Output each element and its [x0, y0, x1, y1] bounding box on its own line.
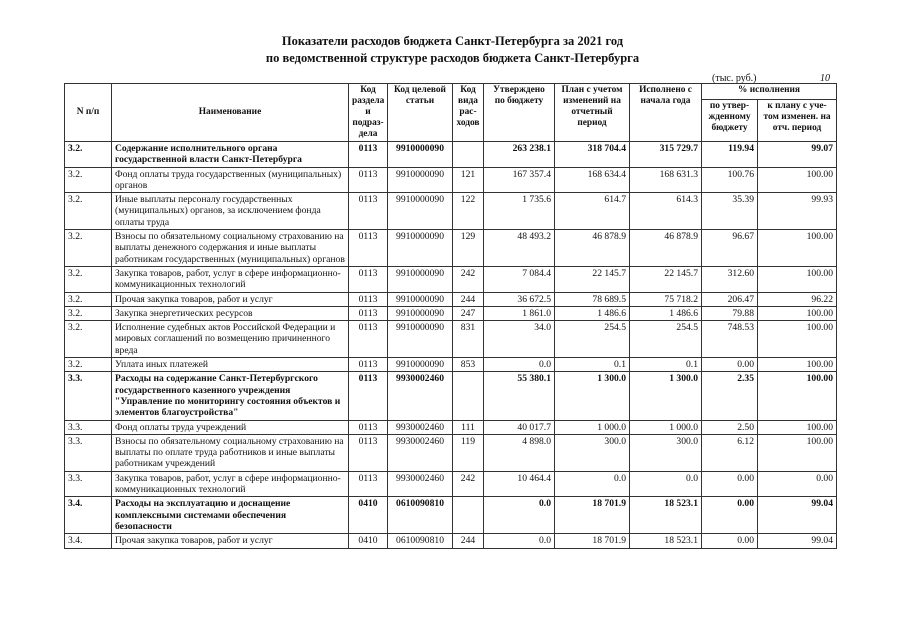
row-done: 46 878.9: [630, 230, 702, 267]
row-number: 3.2.: [65, 358, 112, 372]
row-plan: 318 704.4: [555, 142, 630, 168]
row-done: 22 145.7: [630, 266, 702, 292]
row-pct-plan: 100.00: [758, 266, 837, 292]
row-section-code: 0113: [349, 372, 388, 420]
title-line-1: Показатели расходов бюджета Санкт-Петербурга за 2021 год: [281, 34, 624, 48]
row-pct-plan: 99.04: [758, 497, 837, 534]
row-pct-plan: 96.22: [758, 292, 837, 306]
row-pct-approved: 312.60: [702, 266, 758, 292]
row-name: Взносы по обязательному социальному страхованию на выплаты по оплате труда работников и иные выплаты работникам учреждений: [112, 434, 349, 471]
row-approved: 167 357.4: [484, 167, 555, 193]
row-done: 18 523.1: [630, 534, 702, 548]
row-done: 315 729.7: [630, 142, 702, 168]
row-article-code: 9910000090: [388, 321, 453, 358]
row-done: 0.0: [630, 471, 702, 497]
row-article-code: 0610090810: [388, 534, 453, 548]
row-pct-approved: 0.00: [702, 471, 758, 497]
document-title: [0, 33, 905, 67]
row-type-code: 831: [453, 321, 484, 358]
row-type-code: 119: [453, 434, 484, 471]
header-done: Исполнено с начала года: [630, 84, 702, 142]
row-type-code: 122: [453, 193, 484, 230]
row-done: 614.3: [630, 193, 702, 230]
table-row: [65, 321, 837, 358]
row-approved: 0.0: [484, 358, 555, 372]
row-article-code: 9910000090: [388, 266, 453, 292]
row-article-code: 9910000090: [388, 306, 453, 320]
row-type-code: 242: [453, 266, 484, 292]
row-pct-approved: 206.47: [702, 292, 758, 306]
row-number: 3.3.: [65, 434, 112, 471]
header-approved: Утверждено по бюджету: [484, 84, 555, 142]
row-pct-plan: 100.00: [758, 306, 837, 320]
row-article-code: 9910000090: [388, 142, 453, 168]
row-done: 300.0: [630, 434, 702, 471]
row-section-code: 0113: [349, 358, 388, 372]
row-section-code: 0113: [349, 142, 388, 168]
row-article-code: 9910000090: [388, 230, 453, 267]
row-pct-plan: 100.00: [758, 321, 837, 358]
table-row: [65, 497, 837, 534]
table-body: [65, 142, 837, 549]
row-name: Взносы по обязательному социальному страхованию на выплаты денежного содержания и иные выплаты работникам государственных (муниципальных) органов: [112, 230, 349, 267]
row-number: 3.3.: [65, 420, 112, 434]
row-pct-approved: 0.00: [702, 534, 758, 548]
row-pct-plan: 99.93: [758, 193, 837, 230]
header-percent-group: % исполнения: [702, 84, 837, 100]
row-number: 3.2.: [65, 321, 112, 358]
table-row: [65, 292, 837, 306]
row-type-code: 242: [453, 471, 484, 497]
row-done: 0.1: [630, 358, 702, 372]
row-type-code: 121: [453, 167, 484, 193]
row-approved: 48 493.2: [484, 230, 555, 267]
row-type-code: 111: [453, 420, 484, 434]
row-section-code: 0113: [349, 321, 388, 358]
header-name: Наименование: [112, 84, 349, 142]
row-pct-approved: 100.76: [702, 167, 758, 193]
row-name: Прочая закупка товаров, работ и услуг: [112, 534, 349, 548]
row-name: Закупка товаров, работ, услуг в сфере информационно-коммуникационных технологий: [112, 471, 349, 497]
row-plan: 46 878.9: [555, 230, 630, 267]
row-type-code: 129: [453, 230, 484, 267]
row-approved: 0.0: [484, 534, 555, 548]
row-name: Иные выплаты персоналу государственных (муниципальных) органов, за исключением фонда оплаты труда: [112, 193, 349, 230]
row-type-code: [453, 497, 484, 534]
row-section-code: 0113: [349, 306, 388, 320]
table-row: [65, 306, 837, 320]
row-approved: 4 898.0: [484, 434, 555, 471]
table-row: [65, 230, 837, 267]
row-number: 3.2.: [65, 230, 112, 267]
row-number: 3.3.: [65, 372, 112, 420]
row-name: Прочая закупка товаров, работ и услуг: [112, 292, 349, 306]
row-number: 3.4.: [65, 534, 112, 548]
row-article-code: 0610090810: [388, 497, 453, 534]
table-row: [65, 434, 837, 471]
header-num: N п/п: [65, 84, 112, 142]
row-section-code: 0113: [349, 193, 388, 230]
row-number: 3.2.: [65, 292, 112, 306]
table-row: [65, 358, 837, 372]
row-number: 3.2.: [65, 306, 112, 320]
row-pct-approved: 0.00: [702, 358, 758, 372]
row-section-code: 0113: [349, 167, 388, 193]
row-pct-approved: 6.12: [702, 434, 758, 471]
table-row: [65, 372, 837, 420]
table-row: [65, 167, 837, 193]
row-plan: 168 634.4: [555, 167, 630, 193]
header-plan: План с учетом изменений на отчетный период: [555, 84, 630, 142]
row-name: Фонд оплаты труда государственных (муниципальных) органов: [112, 167, 349, 193]
row-article-code: 9910000090: [388, 193, 453, 230]
row-approved: 7 084.4: [484, 266, 555, 292]
row-name: Содержание исполнительного органа государственной власти Санкт-Петербурга: [112, 142, 349, 168]
row-plan: 78 689.5: [555, 292, 630, 306]
row-plan: 0.0: [555, 471, 630, 497]
header-pct-plan: к плану с уче-том изменен. на отч. период: [758, 100, 837, 142]
row-plan: 614.7: [555, 193, 630, 230]
row-pct-approved: 79.88: [702, 306, 758, 320]
row-done: 168 631.3: [630, 167, 702, 193]
table-row: [65, 534, 837, 548]
row-section-code: 0410: [349, 497, 388, 534]
row-plan: 0.1: [555, 358, 630, 372]
row-number: 3.4.: [65, 497, 112, 534]
row-pct-approved: 2.35: [702, 372, 758, 420]
row-section-code: 0113: [349, 230, 388, 267]
row-pct-plan: 99.04: [758, 534, 837, 548]
row-section-code: 0113: [349, 266, 388, 292]
row-approved: 40 017.7: [484, 420, 555, 434]
row-name: Исполнение судебных актов Российской Федерации и мировых соглашений по возмещению причиненного вреда: [112, 321, 349, 358]
row-number: 3.2.: [65, 266, 112, 292]
row-number: 3.3.: [65, 471, 112, 497]
row-done: 1 486.6: [630, 306, 702, 320]
row-approved: 10 464.4: [484, 471, 555, 497]
row-article-code: 9910000090: [388, 358, 453, 372]
row-pct-plan: 100.00: [758, 434, 837, 471]
row-section-code: 0113: [349, 420, 388, 434]
header-type: Код вида рас-ходов: [453, 84, 484, 142]
row-type-code: [453, 142, 484, 168]
row-plan: 18 701.9: [555, 534, 630, 548]
row-pct-approved: 748.53: [702, 321, 758, 358]
row-done: 1 300.0: [630, 372, 702, 420]
row-article-code: 9930002460: [388, 471, 453, 497]
row-approved: 1 861.0: [484, 306, 555, 320]
row-pct-plan: 100.00: [758, 230, 837, 267]
header-article: Код целевой статьи: [388, 84, 453, 142]
row-pct-plan: 100.00: [758, 358, 837, 372]
row-approved: 263 238.1: [484, 142, 555, 168]
table-row: [65, 142, 837, 168]
table-row: [65, 266, 837, 292]
row-article-code: 9910000090: [388, 167, 453, 193]
row-plan: 18 701.9: [555, 497, 630, 534]
header-section: Код раздела и подраз-дела: [349, 84, 388, 142]
row-type-code: 244: [453, 534, 484, 548]
row-plan: 1 486.6: [555, 306, 630, 320]
row-article-code: 9930002460: [388, 420, 453, 434]
expenditure-table: [64, 83, 837, 549]
row-type-code: 247: [453, 306, 484, 320]
table-row: [65, 193, 837, 230]
row-pct-plan: 0.00: [758, 471, 837, 497]
row-done: 75 718.2: [630, 292, 702, 306]
row-section-code: 0113: [349, 434, 388, 471]
row-pct-approved: 2.50: [702, 420, 758, 434]
row-pct-approved: 96.67: [702, 230, 758, 267]
row-article-code: 9930002460: [388, 434, 453, 471]
row-done: 18 523.1: [630, 497, 702, 534]
row-type-code: 853: [453, 358, 484, 372]
row-type-code: 244: [453, 292, 484, 306]
page-number: 10: [820, 73, 830, 84]
row-plan: 300.0: [555, 434, 630, 471]
row-number: 3.2.: [65, 193, 112, 230]
row-article-code: 9910000090: [388, 292, 453, 306]
row-name: Фонд оплаты труда учреждений: [112, 420, 349, 434]
row-pct-approved: 35.39: [702, 193, 758, 230]
row-approved: 34.0: [484, 321, 555, 358]
row-pct-approved: 119.94: [702, 142, 758, 168]
row-approved: 55 380.1: [484, 372, 555, 420]
row-plan: 1 300.0: [555, 372, 630, 420]
row-name: Уплата иных платежей: [112, 358, 349, 372]
row-pct-plan: 99.07: [758, 142, 837, 168]
row-approved: 1 735.6: [484, 193, 555, 230]
row-pct-plan: 100.00: [758, 420, 837, 434]
row-number: 3.2.: [65, 167, 112, 193]
row-approved: 0.0: [484, 497, 555, 534]
row-section-code: 0410: [349, 534, 388, 548]
row-done: 254.5: [630, 321, 702, 358]
units-label: (тыс. руб.): [712, 73, 757, 84]
row-plan: 254.5: [555, 321, 630, 358]
row-pct-approved: 0.00: [702, 497, 758, 534]
row-plan: 22 145.7: [555, 266, 630, 292]
row-name: Расходы на эксплуатацию и доснащение комплексными системами обеспечения безопасности: [112, 497, 349, 534]
row-article-code: 9930002460: [388, 372, 453, 420]
header-pct-approved: по утвер-жденному бюджету: [702, 100, 758, 142]
row-type-code: [453, 372, 484, 420]
row-name: Закупка товаров, работ, услуг в сфере информационно-коммуникационных технологий: [112, 266, 349, 292]
row-approved: 36 672.5: [484, 292, 555, 306]
row-section-code: 0113: [349, 292, 388, 306]
title-line-2: по ведомственной структуре расходов бюджета Санкт-Петербурга: [265, 51, 640, 65]
row-plan: 1 000.0: [555, 420, 630, 434]
table-row: [65, 471, 837, 497]
row-number: 3.2.: [65, 142, 112, 168]
row-section-code: 0113: [349, 471, 388, 497]
row-pct-plan: 100.00: [758, 372, 837, 420]
table-row: [65, 420, 837, 434]
row-pct-plan: 100.00: [758, 167, 837, 193]
row-name: Закупка энергетических ресурсов: [112, 306, 349, 320]
row-name: Расходы на содержание Санкт-Петербургского государственного казенного учреждения "Управление по мониторингу состояния объектов и элементов благоустройства": [112, 372, 349, 420]
row-done: 1 000.0: [630, 420, 702, 434]
